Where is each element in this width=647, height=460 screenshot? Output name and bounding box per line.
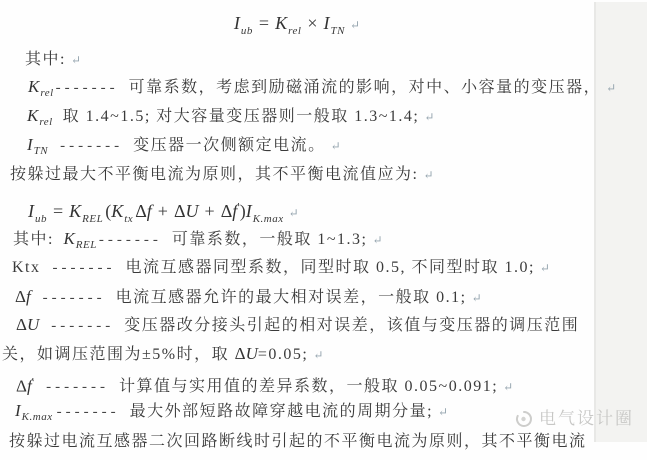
- formula-var: f: [146, 201, 152, 221]
- paragraph-mark: ↵: [424, 110, 435, 124]
- where-label: [25, 49, 81, 71]
- brand-logo-icon: [514, 409, 534, 429]
- paragraph-mark: ↵: [539, 261, 550, 275]
- paragraph-mark: ↵: [503, 380, 514, 395]
- delta-f-prime-line: [16, 371, 513, 398]
- delta-u-wrap-line: [2, 343, 323, 366]
- equals-sign: =: [258, 13, 270, 33]
- value-text: =0.05;: [257, 346, 309, 363]
- definition-dashes: -------: [60, 138, 124, 154]
- formula-var: I: [27, 135, 33, 154]
- formula-var: K: [63, 229, 75, 248]
- formula-var: K: [28, 77, 40, 96]
- formula-subscript: ub: [35, 212, 47, 225]
- formula-var: I: [15, 401, 21, 420]
- paragraph-mark: ↵: [471, 291, 482, 305]
- formula-subscript: tx: [124, 212, 134, 225]
- formula-var: K: [69, 201, 82, 221]
- paragraph-mark: ↵: [330, 139, 341, 153]
- formula-var: f: [26, 376, 32, 396]
- formula-var: I: [245, 201, 252, 221]
- definition-dashes: -------: [55, 80, 119, 96]
- where-krel-line: [13, 228, 383, 256]
- paragraph-mark: ↵: [70, 53, 82, 67]
- where-text: 其中:: [25, 51, 66, 68]
- paragraph-mark: ↵: [372, 233, 383, 247]
- delta-sign: Δ: [135, 201, 147, 221]
- delta-sign: Δ: [16, 315, 27, 334]
- definition-text: 计算值与实用值的差异系数，一般取 0.05~0.091;: [119, 378, 499, 396]
- delta-u-line: [16, 314, 579, 337]
- formula-subscript: rel: [288, 24, 302, 37]
- itn-line: [27, 134, 341, 162]
- delta-f-line: [15, 286, 482, 309]
- equation-iub-rel: [0, 10, 594, 44]
- brand-watermark-text: 电气设计圈: [539, 409, 634, 428]
- plus-sign: +: [204, 201, 215, 221]
- principle-text: 按躲过最大不平衡电流为原则，其不平衡电流值应为:: [10, 166, 419, 183]
- krel-value-line: [27, 105, 434, 133]
- formula-var: U: [26, 315, 40, 334]
- formula-var: I: [233, 13, 240, 33]
- delta-sign: Δ: [15, 287, 26, 306]
- formula-subscript: TN: [330, 24, 346, 37]
- definition-text: 可靠系数，考虑到励磁涌流的影响，对中、小容量的变压器，: [128, 79, 602, 96]
- formula-var: U: [245, 344, 258, 363]
- formula-subscript: rel: [40, 87, 54, 100]
- right-paren: ): [239, 201, 246, 221]
- brand-watermark: [514, 408, 634, 430]
- formula-var: f: [232, 201, 238, 221]
- multiply-sign: ×: [307, 13, 318, 33]
- delta-sign: Δ: [173, 201, 186, 221]
- delta-sign: Δ: [16, 376, 27, 396]
- where-text: 其中:: [13, 231, 60, 248]
- left-paren: (: [105, 201, 112, 221]
- paragraph-mark: ↵: [313, 348, 324, 362]
- formula-subscript: REL: [75, 239, 97, 252]
- formula-subscript: K.max: [21, 411, 53, 424]
- definition-text: 可靠系数，一般取 1~1.3;: [171, 231, 368, 248]
- equals-sign: =: [53, 201, 64, 221]
- delta-sign: Δ: [220, 201, 233, 221]
- paragraph-mark: ↵: [606, 81, 617, 95]
- definition-dashes: -------: [46, 379, 110, 396]
- value-text: 取 1.4~1.5; 对大容量变压器则一般取 1.3~1.4;: [62, 108, 420, 125]
- paragraph-mark: ↵: [288, 206, 299, 220]
- formula-var: I: [28, 201, 34, 221]
- right-scroll-gutter: [594, 2, 647, 442]
- ikmax-line: [15, 400, 448, 428]
- paragraph-mark: ↵: [438, 405, 449, 419]
- formula-var: U: [185, 201, 199, 221]
- prime-mark: ′: [237, 201, 240, 213]
- definition-text: 变压器一次侧额定电流。: [133, 137, 326, 154]
- definition-dashes: -------: [52, 260, 116, 276]
- formula-subscript: REL: [82, 212, 104, 225]
- wrap-text: 关，如调压范围为±5%时，取: [2, 346, 235, 363]
- definition-text: 电流互感器允许的最大相对误差，一般取 0.1;: [115, 289, 467, 306]
- equation-iub-unbalance: [28, 194, 299, 232]
- prime-mark: ′: [31, 376, 35, 388]
- definition-text: 变压器改分接头引起的相对误差，该值与变压器的调压范围: [124, 317, 580, 334]
- ktx-line: [12, 257, 550, 279]
- paragraph-mark: ↵: [423, 168, 434, 182]
- krel-description-line: [28, 76, 616, 104]
- definition-text: 最大外部短路故障穿越电流的周期分量;: [129, 403, 434, 420]
- definition-text: 电流互感器同型系数，同型时取 0.5, 不同型时取 1.0;: [125, 259, 535, 276]
- formula-var: I: [323, 13, 330, 33]
- formula-subscript: rel: [39, 116, 53, 129]
- ct-principle-line: [9, 431, 587, 453]
- definition-dashes: -------: [51, 318, 115, 334]
- formula-subscript: ub: [240, 24, 253, 37]
- principle-text: 按躲过电流互感器二次回路断线时引起的不平衡电流为原则，其不平衡电流: [9, 433, 587, 450]
- formula-var: K: [275, 13, 288, 33]
- paragraph-mark: ↵: [350, 18, 361, 32]
- formula-subscript: TN: [33, 145, 49, 158]
- balance-principle-line: [10, 164, 434, 186]
- formula-var: K: [27, 106, 39, 125]
- definition-dashes: -------: [98, 232, 162, 248]
- formula-var: K: [111, 201, 124, 221]
- formula-subscript: K.max: [252, 212, 284, 225]
- formula-var: f: [25, 287, 31, 306]
- delta-sign: Δ: [234, 344, 246, 363]
- definition-dashes: -------: [56, 404, 120, 420]
- definition-dashes: -------: [42, 290, 106, 306]
- ktx-symbol: Ktx: [12, 259, 41, 276]
- plus-sign: +: [157, 201, 168, 221]
